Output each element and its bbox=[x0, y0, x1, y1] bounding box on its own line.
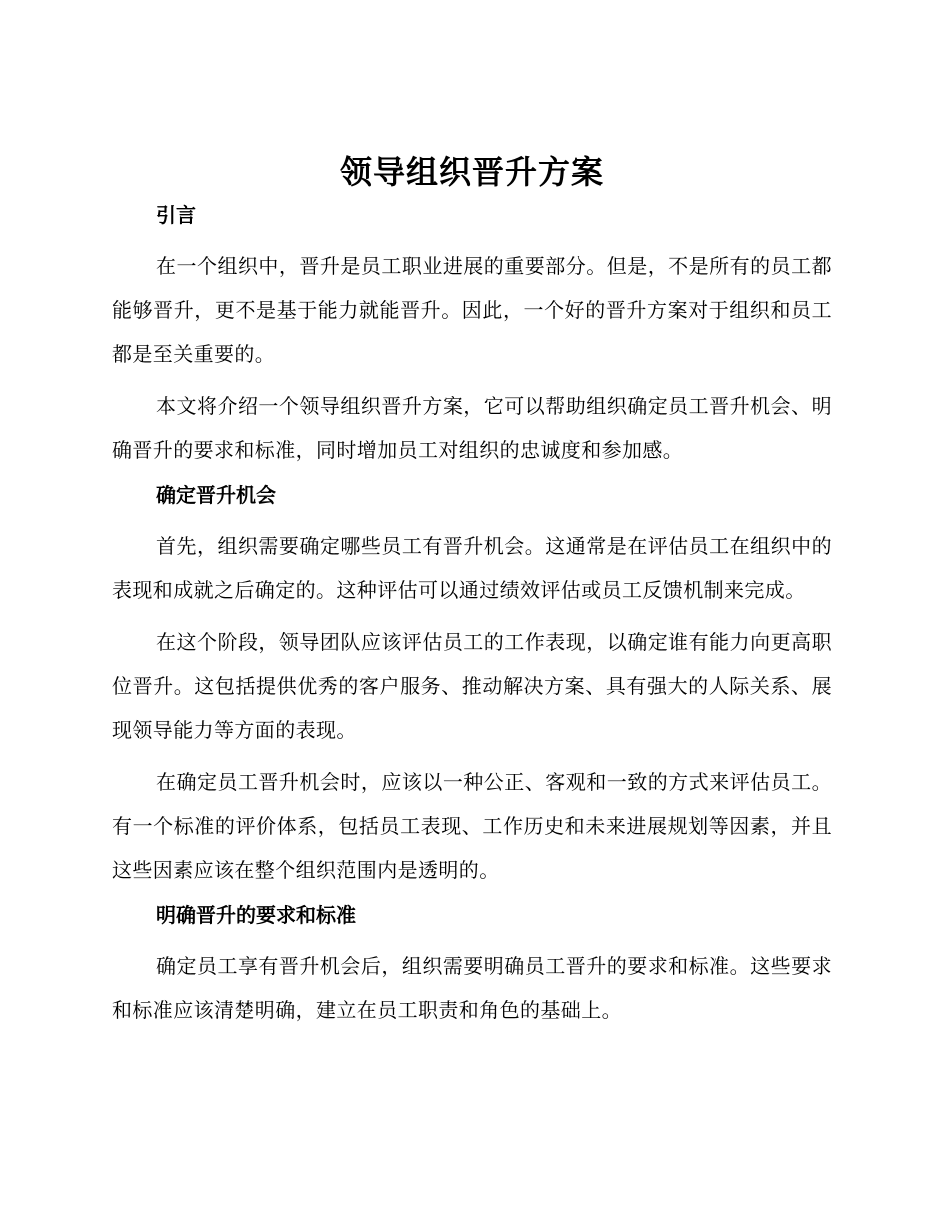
section-heading: 确定晋升机会 bbox=[156, 483, 276, 507]
section-introduction bbox=[112, 200, 832, 472]
paragraph: 首先，组织需要确定哪些员工有晋升机会。这通常是在评估员工在组织中的表现和成就之后确定的。这种评估可以通过绩效评估或员工反馈机制来完成。 bbox=[112, 534, 832, 602]
paragraph: 确定员工享有晋升机会后，组织需要明确员工晋升的要求和标准。这些要求和标准应该清楚明确，建立在员工职责和角色的基础上。 bbox=[112, 954, 832, 1022]
section-promotion-opportunities bbox=[112, 480, 832, 892]
paragraph: 在一个组织中，晋升是员工职业进展的重要部分。但是，不是所有的员工都能够晋升，更不是基于能力就能晋升。因此，一个好的晋升方案对于组织和员工都是至关重要的。 bbox=[112, 254, 832, 366]
section-heading: 明确晋升的要求和标准 bbox=[156, 903, 356, 927]
section-heading: 引言 bbox=[156, 203, 196, 227]
paragraph: 在确定员工晋升机会时，应该以一种公正、客观和一致的方式来评估员工。有一个标准的评价体系，包括员工表现、工作历史和未来进展规划等因素，并且这些因素应该在整个组织范围内是透明的。 bbox=[112, 770, 832, 882]
section-requirements-standards bbox=[112, 900, 832, 1032]
document-title: 领导组织晋升方案 bbox=[339, 153, 604, 191]
paragraph: 本文将介绍一个领导组织晋升方案，它可以帮助组织确定员工晋升机会、明确晋升的要求和标准，同时增加员工对组织的忠诚度和参加感。 bbox=[112, 394, 832, 462]
document-body bbox=[112, 150, 832, 1040]
paragraph: 在这个阶段，领导团队应该评估员工的工作表现，以确定谁有能力向更高职位晋升。这包括提供优秀的客户服务、推动解决方案、具有强大的人际关系、展现领导能力等方面的表现。 bbox=[112, 630, 832, 742]
